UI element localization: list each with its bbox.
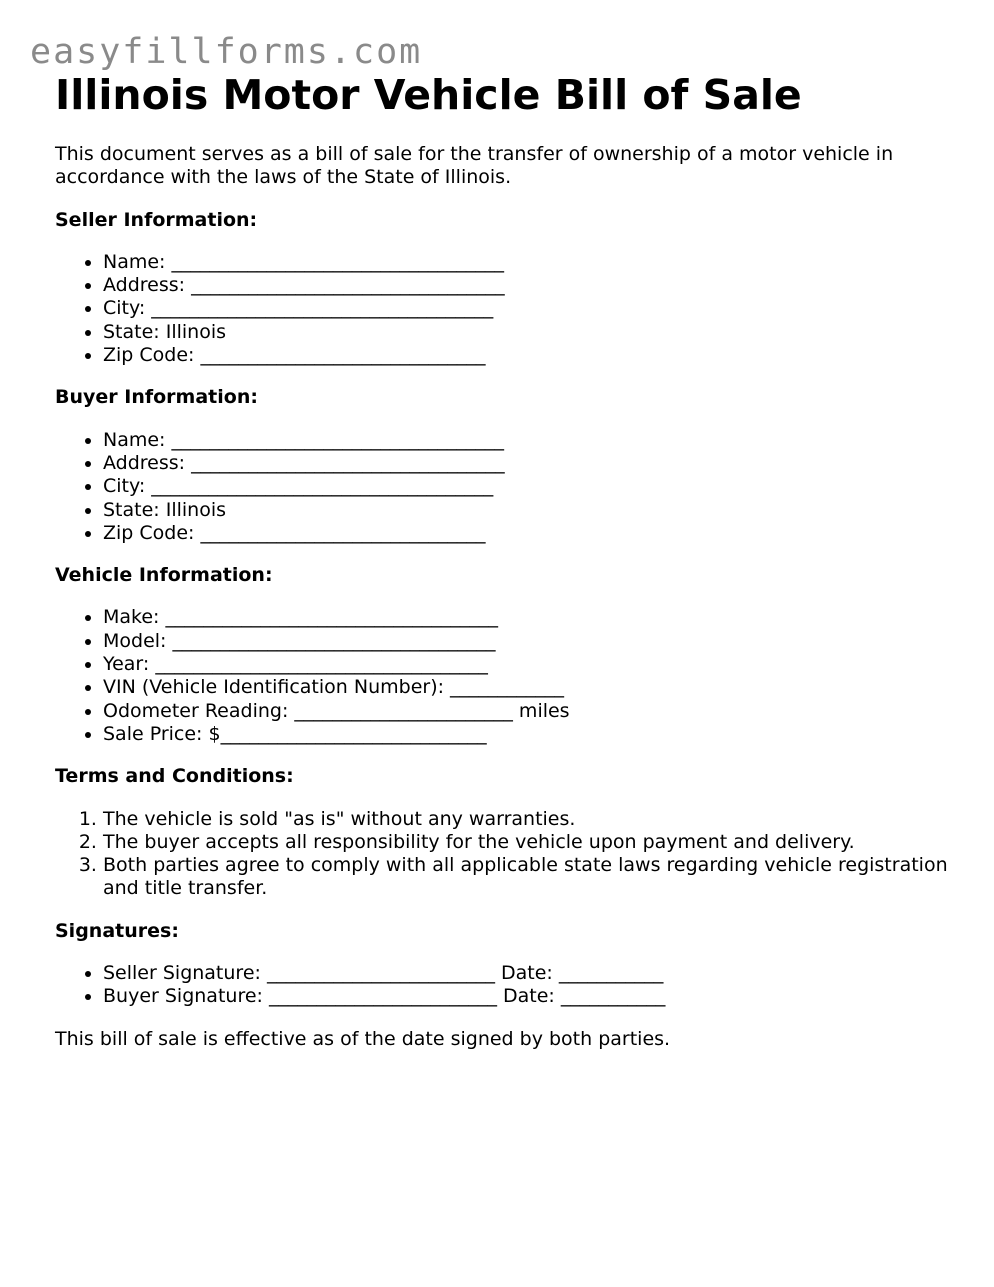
watermark: easyfillforms.com [30, 32, 423, 72]
terms-item: 3. Both parties agree to comply with all applicable state laws regarding vehicle registration and title transfer. [103, 854, 955, 901]
seller-signature-field[interactable]: • Seller Signature: ________________________ Date: ___________ [103, 962, 955, 985]
vehicle-price-field[interactable]: • Sale Price: $____________________________ [103, 723, 955, 746]
intro-paragraph: This document serves as a bill of sale for the transfer of ownership of a motor vehicle in accordance with the laws of the State of Illinois. [55, 143, 894, 189]
terms-list [55, 808, 955, 901]
vehicle-heading: Vehicle Information: [55, 564, 273, 587]
page-title: Illinois Motor Vehicle Bill of Sale [55, 71, 802, 119]
seller-name-field[interactable]: • Name: ___________________________________ [103, 251, 955, 274]
seller-list [55, 251, 955, 367]
terms-item: 1. The vehicle is sold "as is" without any warranties. [103, 808, 955, 831]
buyer-heading: Buyer Information: [55, 386, 258, 409]
buyer-signature-field[interactable]: • Buyer Signature: ________________________ Date: ___________ [103, 985, 955, 1008]
vehicle-list [55, 606, 955, 746]
buyer-address-field[interactable]: • Address: _________________________________ [103, 452, 955, 475]
buyer-zip-field[interactable]: • Zip Code: ______________________________ [103, 522, 955, 545]
closing-paragraph: This bill of sale is effective as of the date signed by both parties. [55, 1027, 671, 1050]
vehicle-odometer-field[interactable]: • Odometer Reading: _______________________ miles [103, 700, 955, 723]
seller-state-field: • State: Illinois [103, 321, 955, 344]
buyer-name-field[interactable]: • Name: ___________________________________ [103, 429, 955, 452]
terms-item: 2. The buyer accepts all responsibility for the vehicle upon payment and delivery. [103, 831, 955, 854]
seller-address-field[interactable]: • Address: _________________________________ [103, 274, 955, 297]
vehicle-make-field[interactable]: • Make: ___________________________________ [103, 606, 955, 629]
signatures-heading: Signatures: [55, 919, 179, 942]
buyer-state-field: • State: Illinois [103, 499, 955, 522]
buyer-city-field[interactable]: • City: ____________________________________ [103, 475, 955, 498]
vehicle-vin-field[interactable]: • VIN (Vehicle Identification Number): ____________ [103, 676, 955, 699]
vehicle-year-field[interactable]: • Year: ___________________________________ [103, 653, 955, 676]
buyer-list [55, 429, 955, 545]
vehicle-model-field[interactable]: • Model: __________________________________ [103, 630, 955, 653]
seller-zip-field[interactable]: • Zip Code: ______________________________ [103, 344, 955, 367]
seller-city-field[interactable]: • City: ____________________________________ [103, 297, 955, 320]
document-page [55, 70, 955, 1051]
seller-heading: Seller Information: [55, 208, 258, 231]
signatures-list [55, 962, 955, 1009]
terms-heading: Terms and Conditions: [55, 765, 294, 788]
